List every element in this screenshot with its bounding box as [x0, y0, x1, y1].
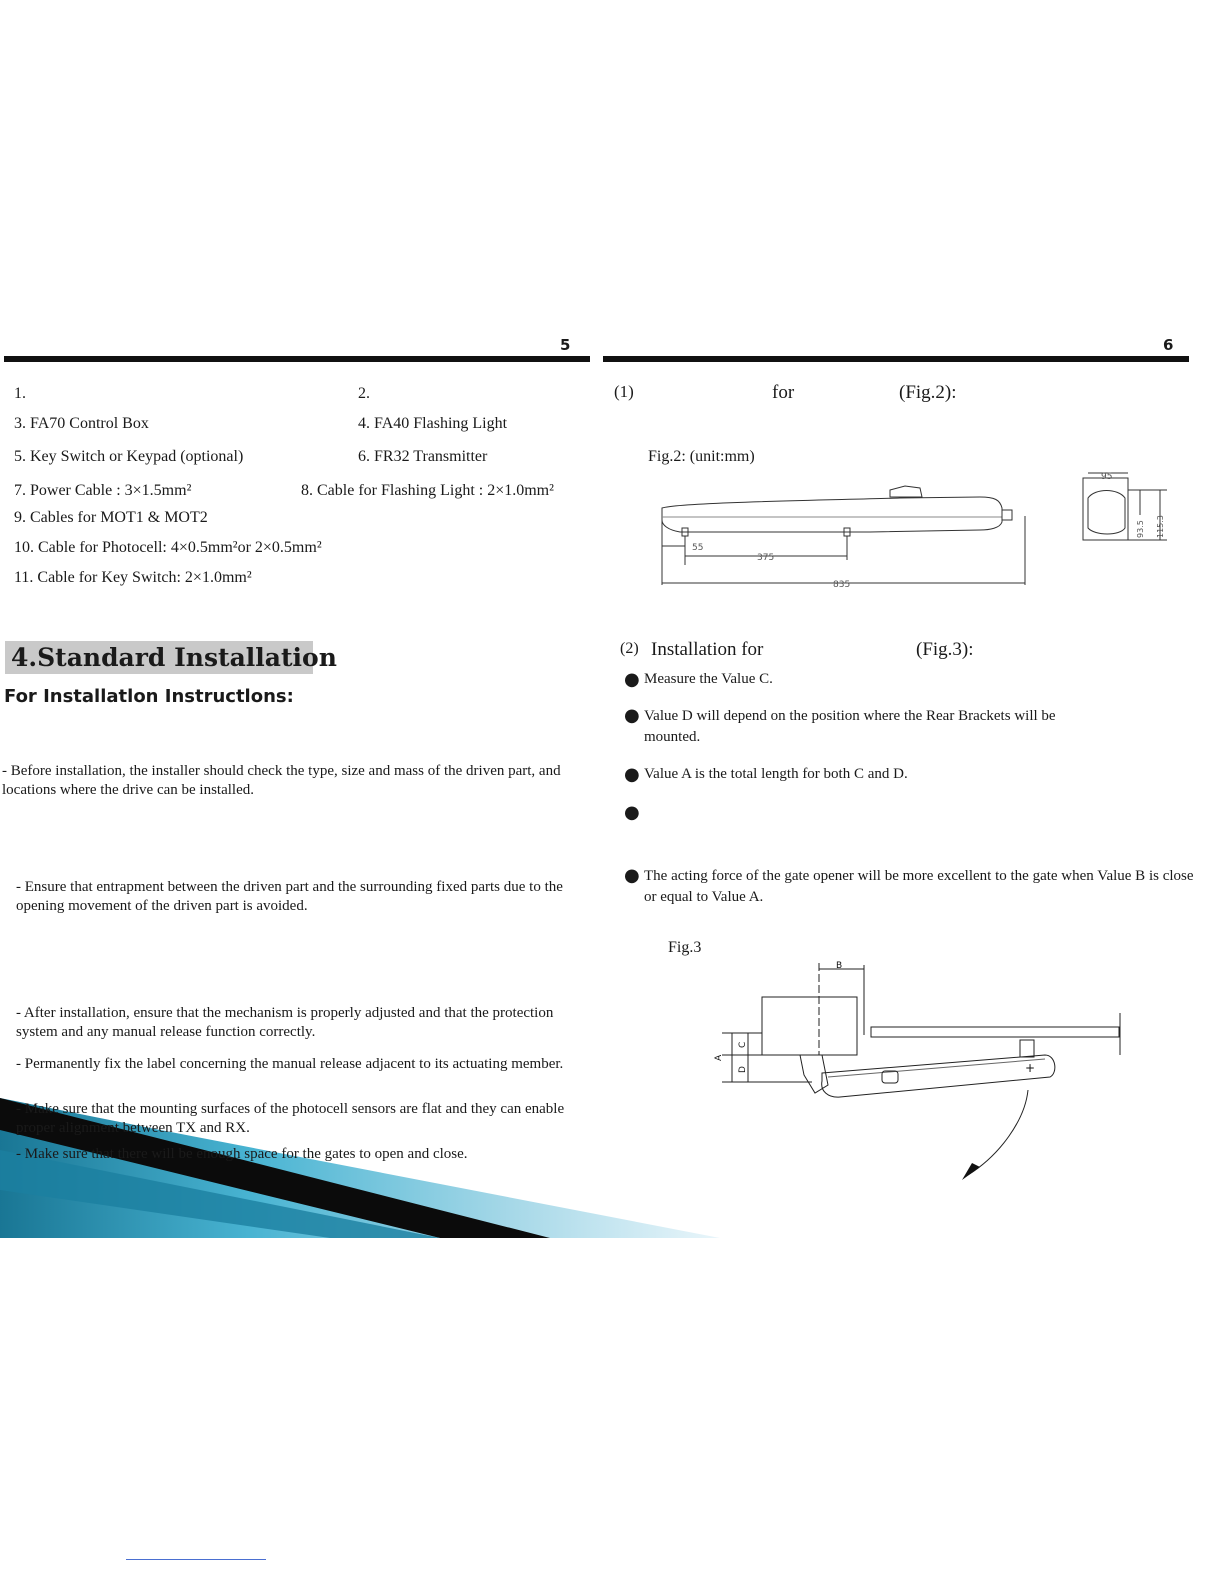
fig2-dim-93: 93.5: [1136, 520, 1145, 538]
bullet-dot-5: ●: [624, 865, 640, 886]
note-after-installation: - After installation, ensure that the mechanism is properly adjusted and that the protection system and any manual release function correctly.: [16, 1005, 554, 1040]
section1-for: for: [772, 382, 795, 403]
fig3-label-a: A: [714, 1054, 724, 1061]
page-number-right: 6: [1163, 336, 1174, 354]
bottom-link-line: [126, 1559, 266, 1560]
note-before-installation: - Before installation, the installer should check the type, size and mass of the driven part, and locations where the drive can be installed.: [2, 763, 561, 798]
fig3-label-d: D: [738, 1066, 748, 1073]
section2-title: Installation for: [651, 639, 764, 660]
fig2-dim-375: 375: [757, 553, 775, 563]
note-manual-release-label: - Permanently fix the label concerning the manual release adjacent to its actuating member.: [16, 1056, 564, 1072]
fig3-label-b: B: [836, 961, 843, 971]
section2-fig-ref: (Fig.3):: [916, 639, 974, 660]
note-entrapment: - Ensure that entrapment between the driven part and the surrounding fixed parts due to the opening movement of the driven part is avoided.: [16, 879, 563, 914]
bullet-dot-2: ●: [624, 705, 640, 726]
note-photocell-surfaces: - Make sure that the mounting surfaces of the photocell sensors are flat and they can enable proper alignment between TX and RX.: [16, 1101, 565, 1136]
list-item-3: 3. FA70 Control Box: [14, 415, 149, 432]
page-number-left: 5: [560, 336, 571, 354]
list-item-10: 10. Cable for Photocell: 4×0.5mm²or 2×0.5mm²: [14, 539, 322, 556]
bullet-dot-3: ●: [624, 764, 640, 785]
note-gate-space: - Make sure that there will be enough space for the gates to open and close.: [16, 1146, 468, 1162]
list-item-1: 1.: [14, 385, 26, 402]
bullet-dot-4: ●: [624, 802, 640, 823]
fig2-caption: Fig.2: (unit:mm): [648, 448, 755, 465]
fig2-dim-835: 835: [833, 580, 851, 590]
fig3-caption: Fig.3: [668, 939, 702, 956]
list-item-6: 6. FR32 Transmitter: [358, 448, 488, 465]
list-item-5: 5. Key Switch or Keypad (optional): [14, 448, 244, 465]
fig3-drawing: [700, 955, 1140, 1185]
bullet-dot-1: ●: [624, 669, 640, 690]
fig3-label-plus: +: [1025, 1061, 1036, 1075]
fig2-dim-55: 55: [692, 543, 704, 553]
bullet-acting-force: The acting force of the gate opener will be more excellent to the gate when Value B is close or equal to Value A.: [644, 868, 1194, 905]
fig2-drawing: [640, 470, 1200, 595]
fig2-dim-95: 95: [1101, 472, 1113, 482]
bullet-value-d: Value D will depend on the position where the Rear Brackets will be mounted.: [644, 708, 1056, 745]
bullet-measure-c: Measure the Value C.: [644, 671, 773, 687]
list-item-7: 7. Power Cable : 3×1.5mm²: [14, 482, 192, 499]
header-rule-left: [4, 356, 590, 362]
list-item-9: 9. Cables for MOT1 & MOT2: [14, 509, 208, 526]
bullet-value-a: Value A is the total length for both C and D.: [644, 766, 908, 782]
fig3-arrowhead: [962, 1163, 980, 1180]
section2-number: (2): [620, 640, 639, 657]
section1-fig-ref: (Fig.2):: [899, 382, 957, 403]
section-title: 4.Standard Installation: [11, 643, 337, 672]
header-rule-right: [603, 356, 1189, 362]
section1-number: (1): [614, 382, 634, 401]
section-subtitle: For Installatlon Instructlons:: [4, 686, 294, 707]
fig3-label-c: C: [738, 1041, 748, 1048]
list-item-4: 4. FA40 Flashing Light: [358, 415, 508, 432]
fig2-dim-115: 115.3: [1156, 515, 1165, 538]
list-item-8: 8. Cable for Flashing Light : 2×1.0mm²: [301, 482, 554, 499]
list-item-2: 2.: [358, 385, 370, 402]
list-item-11: 11. Cable for Key Switch: 2×1.0mm²: [14, 569, 252, 586]
